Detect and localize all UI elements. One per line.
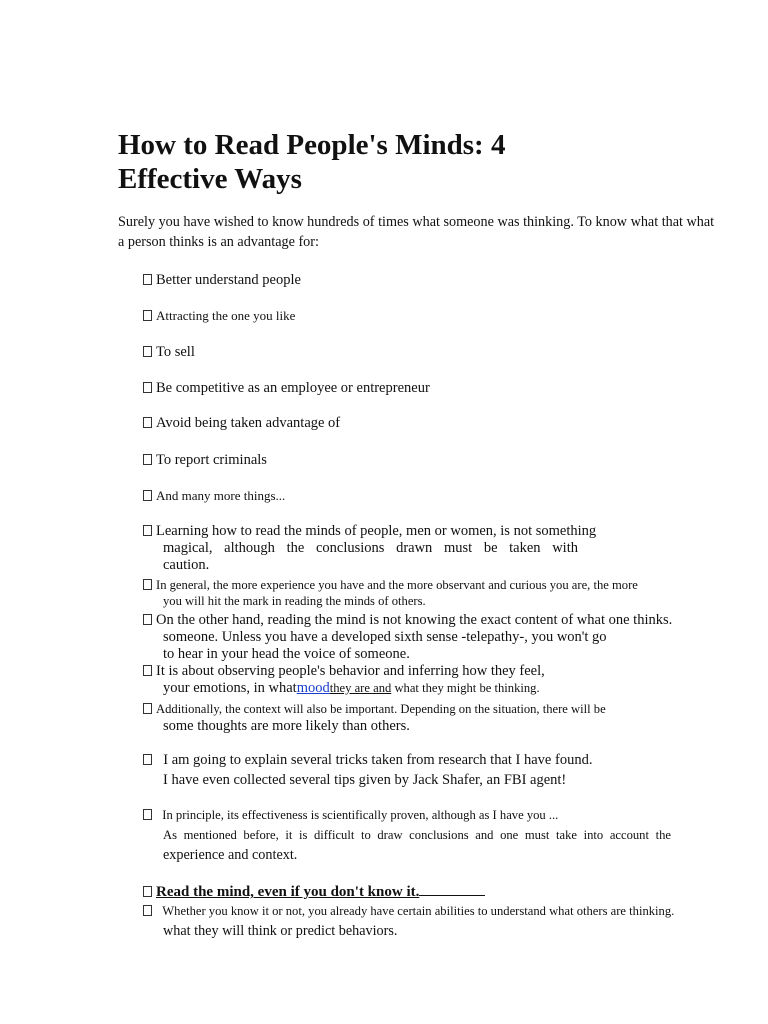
- checkbox-icon: [143, 886, 152, 897]
- paragraph-observing: It is about observing people's behavior and inferring how they feel, your emotions, in whatmoodthey are and what they might be thinking.: [143, 663, 673, 697]
- paragraph-tricks: I am going to explain several tricks taken from research that I have found. I have even collected several tips given by Jack Shafer, an FBI agent!: [143, 752, 643, 789]
- paragraph-principle: In principle, its effectiveness is scientifically proven, although as I have you ... As mentioned before, it is difficult to draw conclusions and one must take into account the experience and context.: [143, 807, 671, 863]
- list-item: Be competitive as an employee or entrepreneur: [143, 379, 430, 397]
- underline-bar: [419, 883, 485, 896]
- list-item: Avoid being taken advantage of: [143, 414, 340, 432]
- checkbox-icon: [143, 346, 152, 357]
- list-item: To sell: [143, 343, 195, 361]
- checkbox-icon: [143, 665, 152, 676]
- checkbox-icon: [143, 614, 152, 625]
- section-heading: Read the mind, even if you don't know it.: [143, 883, 485, 901]
- paragraph-context: Additionally, the context will also be important. Depending on the situation, there will be some thoughts are more likely than others.: [143, 701, 673, 735]
- page-title: How to Read People's Minds: 4 Effective Ways: [118, 129, 506, 195]
- checkbox-icon: [143, 905, 152, 916]
- list-item: Attracting the one you like: [143, 307, 295, 325]
- checkbox-icon: [143, 525, 152, 536]
- checkbox-icon: [143, 417, 152, 428]
- list-item: Better understand people: [143, 271, 301, 289]
- checkbox-icon: [143, 274, 152, 285]
- checkbox-icon: [143, 703, 152, 714]
- paragraph-other-hand: On the other hand, reading the mind is not knowing the exact content of what one thinks. someone. Unless you have a developed sixth sense -telepathy-, you won't go to hear in your head the voice of someone.: [143, 612, 673, 663]
- mood-link[interactable]: mood: [296, 680, 330, 696]
- paragraph-reading-minds: Learning how to read the minds of people, men or women, is not something magical, although the conclusions drawn must be taken with caution.: [143, 523, 673, 574]
- list-item: To report criminals: [143, 451, 267, 469]
- checkbox-icon: [143, 382, 152, 393]
- checkbox-icon: [143, 454, 152, 465]
- paragraph-abilities: Whether you know it or not, you already have certain abilities to understand what others are thinking. what they will think or predict behaviors.: [143, 903, 683, 939]
- checkbox-icon: [143, 809, 152, 820]
- checkbox-icon: [143, 754, 152, 765]
- checkbox-icon: [143, 579, 152, 590]
- checkbox-icon: [143, 490, 152, 501]
- checkbox-icon: [143, 310, 152, 321]
- paragraph-experience: In general, the more experience you have and the more observant and curious you are, the more you will hit the mark in reading the minds of others.: [143, 577, 673, 609]
- intro-paragraph: Surely you have wished to know hundreds of times what someone was thinking. To know what that what a person thinks is an advantage for:: [118, 214, 715, 250]
- list-item: And many more things...: [143, 487, 285, 505]
